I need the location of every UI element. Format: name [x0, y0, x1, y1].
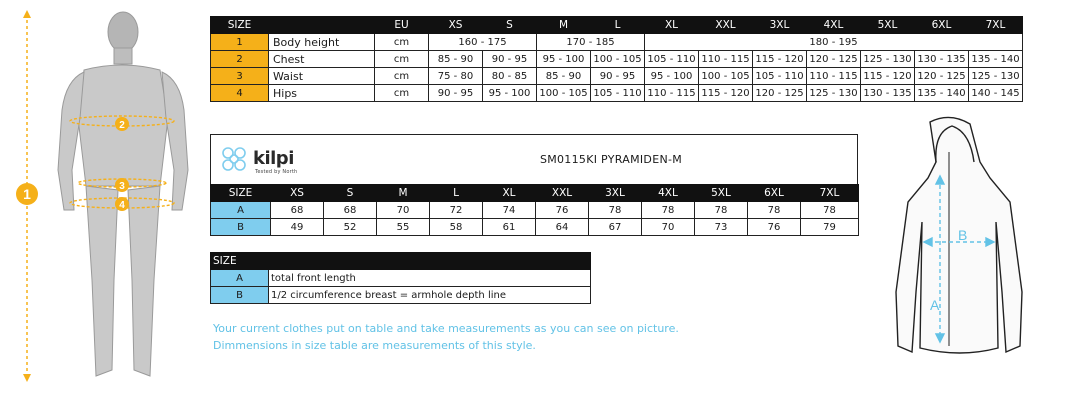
row-number: 2 — [211, 51, 269, 68]
table-cell: 110 - 115 — [807, 68, 861, 85]
table-cell: 95 - 100 — [537, 51, 591, 68]
table-cell: 160 - 175 — [429, 34, 537, 51]
row-label: Chest — [269, 51, 375, 68]
jacket-marker-a: A — [930, 297, 940, 313]
row-label: Body height — [269, 34, 375, 51]
brand-name: kilpi — [253, 148, 294, 169]
instruction-note: Dimmensions in size table are measurements of this style. — [213, 339, 536, 352]
table-row — [211, 287, 591, 304]
table-cell: 68 — [324, 202, 377, 219]
body-figure — [0, 0, 205, 404]
table-cell: 78 — [801, 202, 859, 219]
table-cell: 79 — [801, 219, 859, 236]
header-cell: XXL — [699, 17, 753, 34]
body-table-header — [211, 17, 1023, 34]
table-cell: 78 — [748, 202, 801, 219]
marker-4-label: 4 — [119, 200, 125, 211]
table-cell: 55 — [377, 219, 430, 236]
header-cell: S — [324, 185, 377, 202]
header-cell: XS — [271, 185, 324, 202]
table-cell: 76 — [536, 202, 589, 219]
row-label: Waist — [269, 68, 375, 85]
table-cell: 75 - 80 — [429, 68, 483, 85]
brand-logo — [219, 140, 319, 178]
table-cell: 105 - 110 — [591, 85, 645, 102]
table-cell: 95 - 100 — [483, 85, 537, 102]
legend-text: 1/2 circumference breast = armhole depth line — [269, 287, 591, 304]
unit-cell: cm — [375, 34, 429, 51]
row-label: Hips — [269, 85, 375, 102]
table-cell: 80 - 85 — [483, 68, 537, 85]
table-cell: 90 - 95 — [429, 85, 483, 102]
table-row — [211, 202, 859, 219]
table-cell: 78 — [695, 202, 748, 219]
header-cell: XS — [429, 17, 483, 34]
table-cell: 58 — [430, 219, 483, 236]
table-cell: 49 — [271, 219, 324, 236]
unit-cell: cm — [375, 68, 429, 85]
header-cell: EU — [375, 17, 429, 34]
header-cell: M — [377, 185, 430, 202]
table-cell: 110 - 115 — [699, 51, 753, 68]
table-cell: 70 — [642, 219, 695, 236]
header-cell: 7XL — [801, 185, 859, 202]
header-cell: XL — [645, 17, 699, 34]
header-cell: M — [537, 17, 591, 34]
table-cell: 125 - 130 — [807, 85, 861, 102]
table-cell: 72 — [430, 202, 483, 219]
header-cell: SIZE — [211, 185, 271, 202]
body-size-table — [210, 16, 1023, 102]
header-cell: XXL — [536, 185, 589, 202]
row-key: B — [211, 219, 271, 236]
row-number: 3 — [211, 68, 269, 85]
style-title: SM0115KI PYRAMIDEN-M — [539, 153, 683, 166]
table-cell: 73 — [695, 219, 748, 236]
row-key: A — [211, 202, 271, 219]
table-cell: 52 — [324, 219, 377, 236]
style-table-header — [211, 185, 859, 202]
table-cell: 105 - 110 — [645, 51, 699, 68]
table-cell: 140 - 145 — [969, 85, 1023, 102]
table-row — [211, 85, 1023, 102]
legend-table — [210, 252, 591, 304]
header-cell: 7XL — [969, 17, 1023, 34]
table-cell: 115 - 120 — [753, 51, 807, 68]
table-cell: 120 - 125 — [807, 51, 861, 68]
header-cell: 6XL — [748, 185, 801, 202]
table-cell: 130 - 135 — [915, 51, 969, 68]
marker-1-label: 1 — [23, 186, 31, 202]
header-cell — [269, 253, 591, 270]
style-header — [210, 134, 858, 185]
row-key: A — [211, 270, 269, 287]
table-cell: 78 — [642, 202, 695, 219]
legend-header — [211, 253, 591, 270]
table-cell: 180 - 195 — [645, 34, 1023, 51]
header-cell: 3XL — [589, 185, 642, 202]
table-cell: 120 - 125 — [915, 68, 969, 85]
table-cell: 105 - 110 — [753, 68, 807, 85]
table-cell: 125 - 130 — [861, 51, 915, 68]
table-cell: 170 - 185 — [537, 34, 645, 51]
table-cell: 90 - 95 — [591, 68, 645, 85]
table-cell: 135 - 140 — [969, 51, 1023, 68]
row-number: 1 — [211, 34, 269, 51]
table-row — [211, 34, 1023, 51]
header-cell: 5XL — [695, 185, 748, 202]
table-cell: 110 - 115 — [645, 85, 699, 102]
legend-text: total front length — [269, 270, 591, 287]
table-row — [211, 219, 859, 236]
header-cell: XL — [483, 185, 536, 202]
table-cell: 64 — [536, 219, 589, 236]
table-cell: 70 — [377, 202, 430, 219]
row-key: B — [211, 287, 269, 304]
table-cell: 115 - 120 — [861, 68, 915, 85]
table-row — [211, 68, 1023, 85]
table-cell: 78 — [589, 202, 642, 219]
header-cell: L — [430, 185, 483, 202]
header-cell: 4XL — [642, 185, 695, 202]
row-number: 4 — [211, 85, 269, 102]
table-cell: 85 - 90 — [429, 51, 483, 68]
table-cell: 100 - 105 — [591, 51, 645, 68]
jacket-illustration — [870, 112, 1050, 372]
marker-3-label: 3 — [119, 181, 125, 192]
kilpi-knot-icon — [219, 144, 249, 174]
table-cell: 67 — [589, 219, 642, 236]
header-cell — [269, 17, 375, 34]
header-cell: SIZE — [211, 17, 269, 34]
table-cell: 85 - 90 — [537, 68, 591, 85]
table-cell: 90 - 95 — [483, 51, 537, 68]
table-cell: 95 - 100 — [645, 68, 699, 85]
header-cell: 5XL — [861, 17, 915, 34]
table-cell: 120 - 125 — [753, 85, 807, 102]
brand-tagline: Tested by North — [255, 169, 298, 175]
table-cell: 68 — [271, 202, 324, 219]
header-cell: 4XL — [807, 17, 861, 34]
header-cell: 3XL — [753, 17, 807, 34]
table-cell: 130 - 135 — [861, 85, 915, 102]
unit-cell: cm — [375, 85, 429, 102]
table-row — [211, 51, 1023, 68]
header-cell: SIZE — [211, 253, 269, 270]
table-row — [211, 270, 591, 287]
header-cell: 6XL — [915, 17, 969, 34]
table-cell: 100 - 105 — [699, 68, 753, 85]
table-cell: 61 — [483, 219, 536, 236]
style-size-table — [210, 184, 859, 236]
table-cell: 76 — [748, 219, 801, 236]
instruction-note: Your current clothes put on table and take measurements as you can see on picture. — [213, 322, 679, 335]
header-cell: S — [483, 17, 537, 34]
table-cell: 135 - 140 — [915, 85, 969, 102]
marker-2-label: 2 — [119, 120, 125, 131]
unit-cell: cm — [375, 51, 429, 68]
table-cell: 125 - 130 — [969, 68, 1023, 85]
table-cell: 115 - 120 — [699, 85, 753, 102]
header-cell: L — [591, 17, 645, 34]
jacket-marker-b: B — [958, 227, 968, 243]
table-cell: 100 - 105 — [537, 85, 591, 102]
table-cell: 74 — [483, 202, 536, 219]
